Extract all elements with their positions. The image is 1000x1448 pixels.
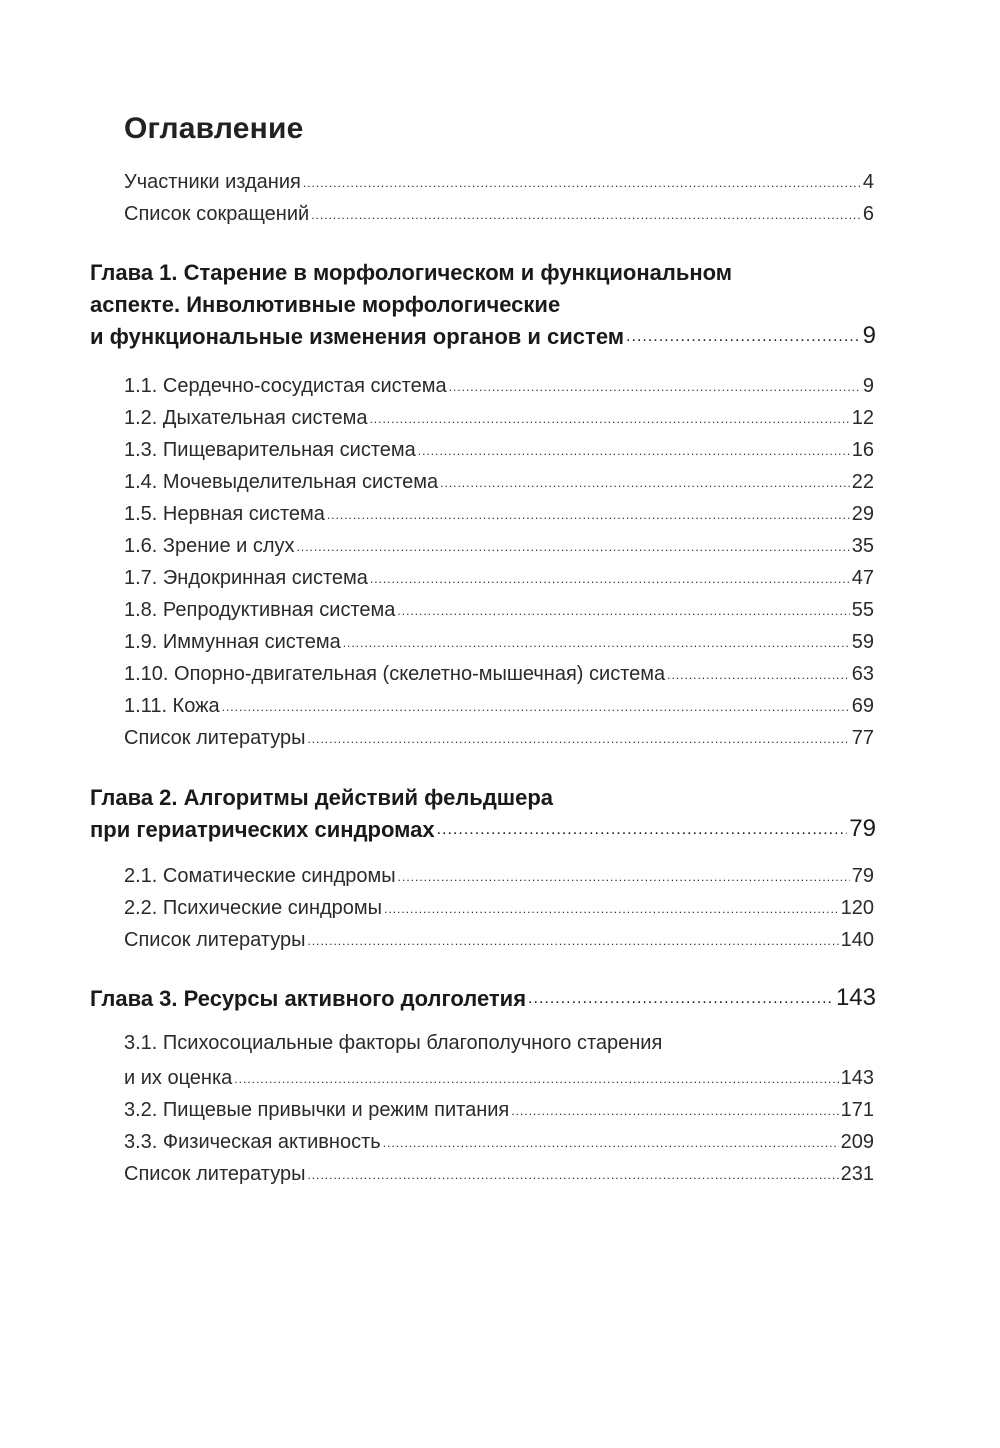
toc-entry-page: 9 — [862, 375, 874, 397]
chapter-2-title-last: при гериатрических синдромах — [90, 817, 435, 842]
leader-dots — [222, 696, 850, 718]
leader-dots — [511, 1100, 838, 1122]
toc-entry-page: 63 — [851, 663, 874, 685]
toc-entry-label: 1.3. Пищеварительная система — [124, 439, 416, 461]
leader-dots — [307, 728, 849, 750]
chapter-3-title: Глава 3. Ресурсы активного долголетия — [90, 986, 527, 1011]
toc-entry-page: 143 — [840, 1067, 874, 1089]
leader-dots — [626, 326, 861, 350]
toc-entry-label: и их оценка — [124, 1067, 233, 1089]
toc-entry-label: 1.5. Нервная система — [124, 503, 325, 525]
toc-entry-label: 1.2. Дыхательная система — [124, 407, 368, 429]
toc-entry-label: Список сокращений — [124, 203, 310, 225]
leader-dots — [440, 472, 850, 494]
toc-entry[interactable] — [124, 436, 874, 462]
toc-entry[interactable] — [124, 628, 874, 654]
leader-dots — [343, 632, 850, 654]
toc-entry-page: 29 — [851, 503, 874, 525]
toc-entry-label: 1.1. Сердечно-сосудистая система — [124, 375, 447, 397]
toc-entry-label: 1.9. Иммунная система — [124, 631, 341, 653]
leader-dots — [311, 204, 861, 226]
toc-entry-page: 79 — [851, 865, 874, 887]
toc-entry-label: 1.7. Эндокринная система — [124, 567, 368, 589]
toc-entry[interactable] — [124, 596, 874, 622]
toc-entry[interactable] — [124, 660, 874, 686]
toc-entry[interactable] — [124, 532, 874, 558]
leader-dots — [370, 568, 850, 590]
toc-entry[interactable] — [124, 894, 874, 920]
chapter-1-title-line[interactable]: аспекте. Инволютивные морфологические — [90, 292, 561, 317]
toc-entry-label-line[interactable]: 3.1. Психосоциальные факторы благополучного старения — [124, 1032, 663, 1054]
toc-entry-page: 140 — [840, 929, 874, 951]
toc-entry-label: 1.4. Мочевыделительная система — [124, 471, 439, 493]
leader-dots — [449, 376, 861, 398]
toc-entry-page: 12 — [851, 407, 874, 429]
leader-dots — [397, 600, 849, 622]
toc-entry-page: 231 — [840, 1163, 874, 1185]
toc-entry-page: 22 — [851, 471, 874, 493]
toc-entry-label: Участники издания — [124, 171, 301, 193]
leader-dots — [307, 930, 838, 952]
leader-dots — [384, 898, 839, 920]
leader-dots — [528, 988, 834, 1012]
chapter-1-page: 9 — [862, 322, 876, 349]
toc-entry-page: 209 — [840, 1131, 874, 1153]
leader-dots — [398, 866, 850, 888]
toc-entry-label: 2.2. Психические синдромы — [124, 897, 383, 919]
toc-entry[interactable] — [124, 372, 874, 398]
toc-entry[interactable] — [124, 1128, 874, 1154]
toc-entry-label: 1.10. Опорно-двигательная (скелетно-мышечная) система — [124, 663, 666, 685]
chapter-2-title-line[interactable]: Глава 2. Алгоритмы действий фельдшера — [90, 785, 554, 810]
toc-entry-page: 120 — [840, 897, 874, 919]
toc-entry[interactable] — [124, 862, 874, 888]
toc-entry-label: Список литературы — [124, 727, 306, 749]
toc-entry[interactable] — [124, 468, 874, 494]
toc-entry-label: 3.2. Пищевые привычки и режим питания — [124, 1099, 510, 1121]
page-title: Оглавление — [124, 112, 304, 145]
toc-entry-label: 1.8. Репродуктивная система — [124, 599, 396, 621]
leader-dots — [369, 408, 849, 430]
toc-entry[interactable] — [124, 168, 874, 194]
toc-entry[interactable] — [124, 564, 874, 590]
toc-entry[interactable] — [124, 1160, 874, 1186]
toc-entry[interactable] — [124, 1096, 874, 1122]
toc-entry[interactable] — [124, 1064, 874, 1090]
toc-entry-page: 4 — [862, 171, 874, 193]
chapter-2-page: 79 — [849, 815, 876, 842]
toc-entry[interactable] — [124, 200, 874, 226]
toc-entry-label: 1.6. Зрение и слух — [124, 535, 295, 557]
toc-entry-label: Список литературы — [124, 929, 306, 951]
toc-entry-page: 55 — [851, 599, 874, 621]
toc-entry[interactable] — [124, 724, 874, 750]
chapter-2-entry[interactable] — [90, 815, 876, 843]
toc-entry-page: 69 — [851, 695, 874, 717]
chapter-1-entry[interactable] — [90, 322, 876, 350]
chapter-3-page: 143 — [835, 984, 876, 1011]
toc-entry[interactable] — [124, 404, 874, 430]
chapter-1-title-line[interactable]: Глава 1. Старение в морфологическом и функциональном — [90, 260, 733, 285]
toc-entry[interactable] — [124, 926, 874, 952]
toc-entry-label: 3.3. Физическая активность — [124, 1131, 381, 1153]
toc-entry-page: 77 — [851, 727, 874, 749]
toc-entry[interactable] — [124, 500, 874, 526]
toc-entry-page: 171 — [840, 1099, 874, 1121]
leader-dots — [307, 1164, 838, 1186]
leader-dots — [418, 440, 850, 462]
leader-dots — [303, 172, 861, 194]
chapter-1-title-last: и функциональные изменения органов и систем — [90, 324, 625, 349]
leader-dots — [437, 819, 848, 843]
toc-entry-label: Список литературы — [124, 1163, 306, 1185]
toc-entry-page: 6 — [862, 203, 874, 225]
toc-entry[interactable] — [124, 692, 874, 718]
toc-entry-page: 47 — [851, 567, 874, 589]
toc-entry-page: 35 — [851, 535, 874, 557]
leader-dots — [297, 536, 850, 558]
toc-entry-page: 59 — [851, 631, 874, 653]
chapter-3-entry[interactable] — [90, 984, 876, 1012]
toc-entry-page: 16 — [851, 439, 874, 461]
leader-dots — [234, 1068, 838, 1090]
leader-dots — [667, 664, 850, 686]
leader-dots — [327, 504, 850, 526]
toc-entry-label: 1.11. Кожа — [124, 695, 220, 717]
toc-entry-label: 2.1. Соматические синдромы — [124, 865, 396, 887]
leader-dots — [383, 1132, 839, 1154]
